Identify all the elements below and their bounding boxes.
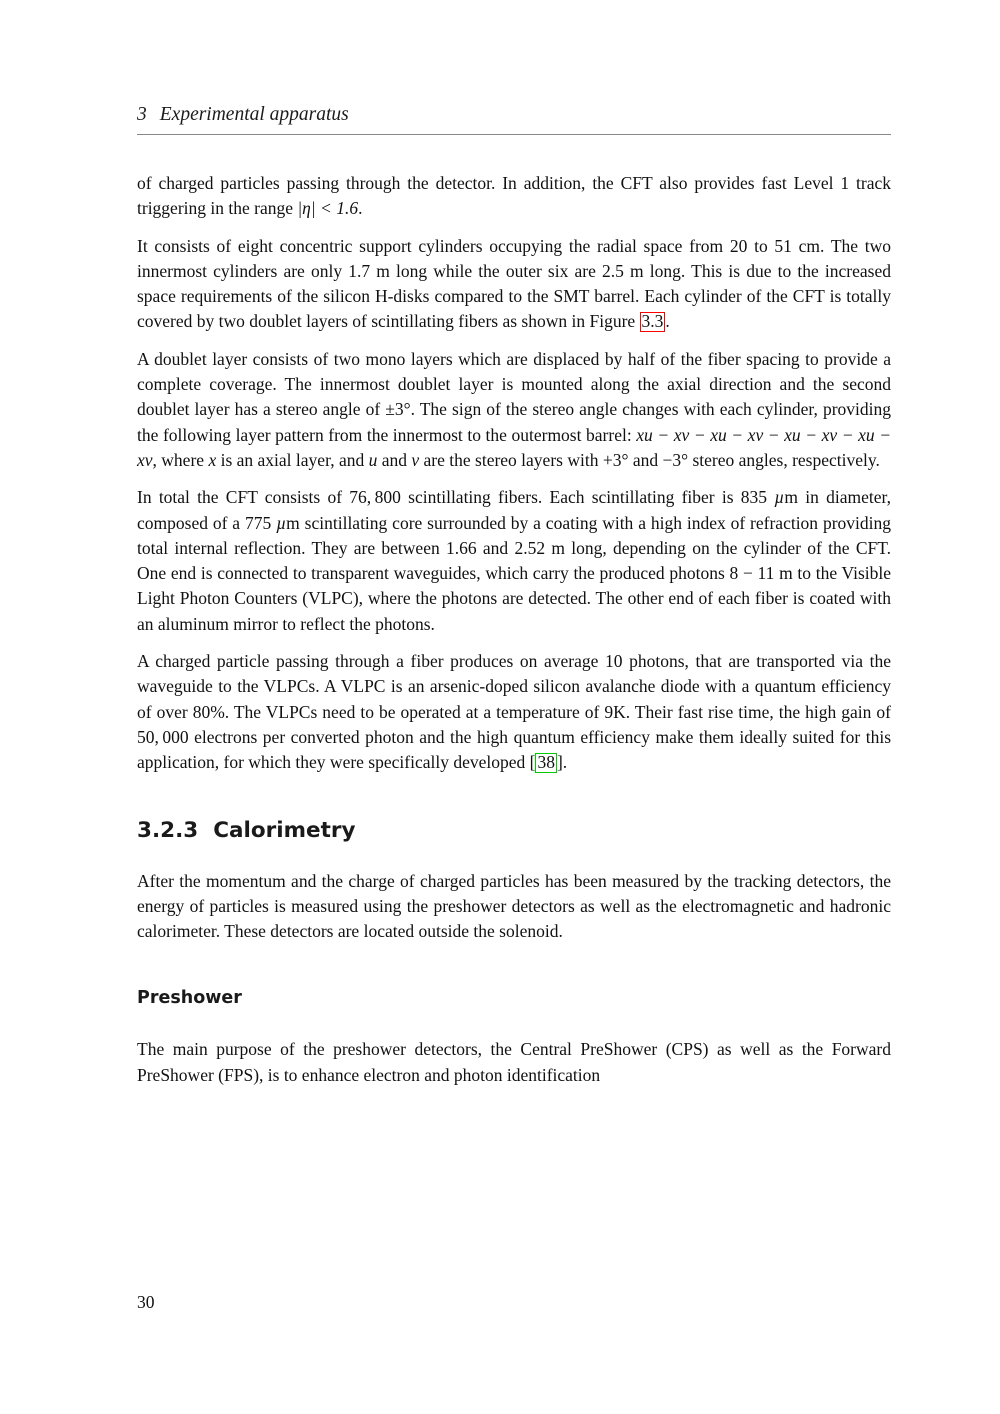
math-inline: µ: [774, 487, 785, 508]
body-text: A doublet layer consists of two mono layers which are displaced by half of the fiber spacing to provide a complete coverage. The innermost doublet layer is mounted along the axial direction and the second doublet layer has a stereo angle of ±3°. The sign of the stereo angle changes with each cylinder, providing the following layer pattern from the innermost to the outermost barrel:: [137, 348, 891, 445]
paragraph-fibers: [137, 485, 891, 637]
body-text: The main purpose of the preshower detectors, the Central PreShower (CPS) as well as the Forward PreShower (FPS), is to enhance electron and photon identification: [137, 1039, 891, 1085]
paragraph-cft-intro: [137, 171, 891, 222]
running-header: [137, 104, 891, 135]
figure-ref-link[interactable]: 3.3: [641, 311, 664, 332]
body-text: m scintillating core surrounded by a coating with a high index of refraction providing total internal reflection. They are between 1.66 and 2.52 m long, depending on the cylinder of the CFT. One end is connected to transparent waveguides, which carry the produced photons 8 − 11 m to the Visible Light Photon Counters (VLPC), where the photons are detected. The other end of each fiber is coated with an aluminum mirror to reflect the photons.: [137, 512, 891, 634]
paragraph-preshower: [137, 1037, 891, 1088]
paragraph-doublet-layer: [137, 347, 891, 473]
math-inline: |η| < 1.6: [297, 198, 359, 219]
math-inline: v: [411, 449, 420, 470]
citation-link[interactable]: 38: [537, 752, 555, 773]
text-block: [137, 104, 891, 1100]
paragraph-calorimetry-intro: [137, 869, 891, 945]
body-text: After the momentum and the charge of charged particles has been measured by the tracking detectors, the energy of particles is measured using the preshower detectors as well as the electromagnetic and hadronic calorimeter. These detectors are located outside the solenoid.: [137, 870, 891, 942]
subsection-heading-preshower: Preshower: [137, 988, 242, 1009]
body-text: .: [665, 311, 670, 332]
chapter-number: 3: [137, 104, 147, 125]
section-number: 3.2.3: [137, 817, 199, 843]
math-inline: x: [208, 449, 217, 470]
body-text: , where: [152, 449, 209, 470]
paragraph-cylinders: [137, 234, 891, 335]
body-text: In total the CFT consists of 76, 800 scintillating fibers. Each scintillating fiber is 835: [137, 487, 775, 508]
body-text: It consists of eight concentric support cylinders occupying the radial space from 20 to 51 cm. The two innermost cylinders are only 1.7 m long while the outer six are 2.5 m long. This is due to the increased space requirements of the silicon H-disks compared to the SMT barrel. Each cylinder of the CFT is totally covered by two doublet layers of scintillating fibers as shown in Figure: [137, 235, 891, 332]
body-text: m in diameter, composed of a 775: [137, 487, 891, 533]
paragraph-vlpc: [137, 649, 891, 775]
body-text: and: [377, 449, 412, 470]
body-text: is an axial layer, and: [216, 449, 369, 470]
section-heading-calorimetry: [137, 818, 891, 843]
page-number: 30: [137, 1292, 155, 1312]
section-title: Calorimetry: [213, 817, 356, 843]
body-text: A charged particle passing through a fiber produces on average 10 photons, that are transported via the waveguide to the VLPCs. A VLPC is an arsenic-doped silicon avalanche diode with a quantum efficiency of over 80%. The VLPCs need to be operated at a temperature of 9K. Their fast rise time, the high gain of 50, 000 electrons per converted photon and the high quantum efficiency make them ideally suited for this application, for which they were specifically developed [: [137, 651, 891, 773]
math-inline: µ: [276, 512, 287, 533]
body-text: are the stereo layers with +3° and −3° stereo angles, respectively.: [419, 449, 880, 470]
body-text: ].: [556, 752, 568, 773]
math-inline: xu − xv − xu − xv − xu − xv − xu − xv: [137, 424, 891, 470]
body-text: of charged particles passing through the detector. In addition, the CFT also provides fast Level 1 track triggering in the range: [137, 173, 891, 219]
body-text: .: [358, 198, 363, 219]
math-inline: u: [368, 449, 378, 470]
chapter-title: Experimental apparatus: [159, 104, 349, 125]
